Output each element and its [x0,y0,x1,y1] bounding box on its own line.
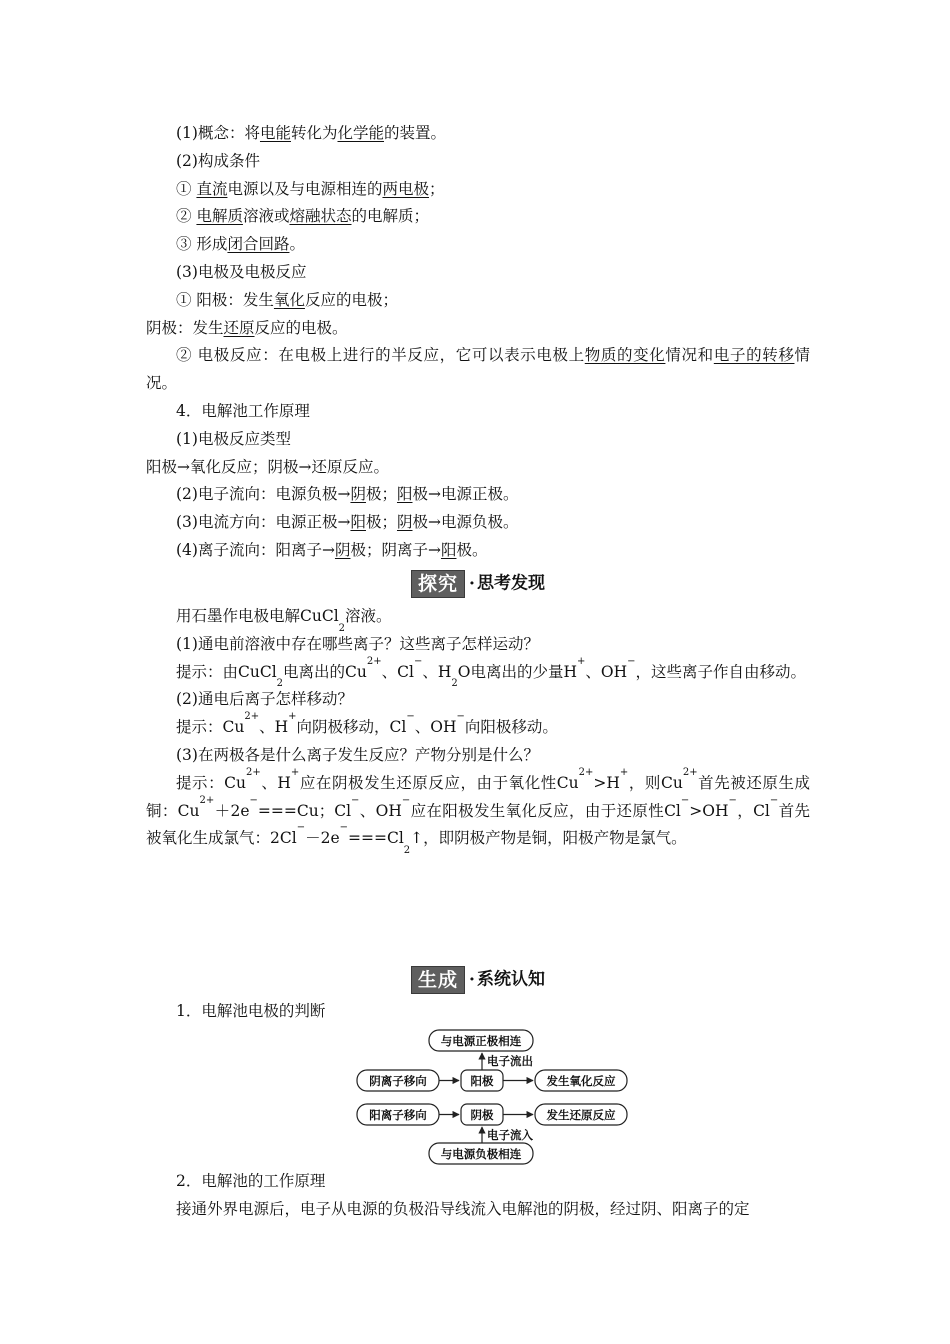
text: 、OH [359,801,402,820]
text: ① 阳极：发生 [176,290,274,309]
text: (4)离子流向：阳离子→ [176,540,335,559]
superscript: − [413,655,423,667]
oxidation-label: 发生氧化反应 [546,1074,616,1088]
text: ，Cl [736,801,770,820]
heading-explore [146,566,810,600]
section-work-principle [146,1168,810,1224]
text: 应在阴极发生还原反应，由于氧化性Cu [299,773,579,792]
superscript: 2+ [682,766,698,778]
heading-dot: · [469,573,475,594]
underlined-answer: 熔融状态 [289,207,352,226]
text: 提示：Cu [176,718,245,737]
heading-badge: 探究 [411,570,465,598]
explore-intro [146,603,810,634]
text: (1)概念：将 [176,124,260,142]
text: 、Cl [381,662,414,681]
electrode-judgment-diagram [355,1025,630,1167]
heading-text: 系统认知 [476,969,545,990]
underlined-answer: 电子的转移 [713,346,795,365]
text: O电离出的少量H [457,662,577,681]
work-text: 接通外界电源后，电子从电源的负极沿导线流入电解池的阴极，经过阴、阳离子的定 [176,1199,750,1218]
anode-line [146,287,810,315]
text: 极→电源正极。 [412,485,519,504]
superscript: − [627,655,636,667]
superscript: 2+ [578,766,594,778]
cathode-source-label: 与电源负极相连 [440,1147,522,1161]
text: >H [593,773,620,792]
superscript: + [290,766,300,778]
current-direction-line [146,509,810,537]
text: ，则Cu [628,773,683,792]
heading-badge: 生成 [411,966,465,994]
superscript: − [249,794,258,806]
text: ① [176,179,197,198]
subscript: 2 [451,678,458,690]
superscript: − [339,822,349,834]
section-explore [146,603,811,857]
underlined-answer: 氧化 [273,290,305,309]
electron-out-label: 电子流出 [487,1054,533,1068]
condition-1 [146,176,810,204]
text: 情况和 [665,346,714,365]
superscript: 2+ [199,794,215,806]
text: ② [176,207,197,226]
section-judge-title [146,998,810,1026]
superscript: − [351,794,360,806]
text: 溶液或 [242,207,290,226]
text: 应在阳极发生氧化反应，由于还原性Cl [410,801,681,820]
superscript: − [296,822,306,834]
underlined-answer: 两电极 [382,179,429,198]
text: ，这些离子作自由移动。 [635,662,807,681]
underlined-answer: 阴 [350,485,366,504]
subscript: 2 [403,845,411,857]
work-title: 2．电解池的工作原理 [176,1172,326,1190]
text: 、H [260,773,291,792]
superscript: + [577,655,586,667]
text: 用石墨作电极电解CuCl [176,607,339,625]
text: 阴极：发生 [146,318,224,337]
text: 情况。 [146,346,810,393]
question-2: (2)通电后离子怎样移动？ [176,690,353,709]
heading-dot: · [469,969,475,990]
underlined-answer: 化学能 [337,124,385,142]
superscript: 2+ [366,655,382,667]
superscript: − [401,794,411,806]
text: 极→电源负极。 [412,513,519,532]
answer-3 [146,766,811,857]
cathode-line [146,315,810,343]
superscript: − [728,794,737,806]
text: 极； [365,513,397,532]
superscript: − [769,794,779,806]
superscript: − [406,711,415,723]
text: 极； [365,485,397,504]
text: 电源以及与电源相连的 [227,179,383,198]
superscript: 2+ [244,711,260,723]
text: 的装置。 [384,124,447,142]
electron-in-label: 电子流入 [487,1128,533,1142]
underlined-answer: 物质的变化 [584,346,666,365]
text: 的电解质； [351,207,429,226]
question-1: (1)通电前溶液中存在哪些离子？这些离子怎样运动？ [176,634,539,653]
text: (3)电流方向：电源正极→ [176,513,351,532]
answer-1 [146,655,810,690]
text: 、OH [585,662,628,681]
electron-flow-line [146,481,810,509]
text: (2)电子流向：电源负极→ [176,485,351,504]
underlined-answer: 阳 [350,513,366,532]
text: 首先被还原生成铜：Cu [146,773,811,820]
section-electrolysis-basics [146,120,810,565]
electrode-title: (3)电极及电极反应 [176,262,307,281]
superscript: 2+ [246,766,261,778]
text: ③ 形成 [176,235,228,254]
text: ； [428,179,445,198]
cation-move-label: 阳离子移向 [369,1108,427,1122]
underlined-answer: 电解质 [196,207,243,226]
subscript: 2 [338,622,346,634]
underlined-answer: 还原 [223,318,255,337]
reaction-type-title: (1)电极反应类型 [176,429,291,448]
superscript: + [619,766,629,778]
principle-title: 4．电解池工作原理 [176,401,310,420]
electrode-reaction-paragraph [146,342,810,398]
heading-text: 思考发现 [476,573,545,594]
concept-line [146,120,810,148]
text: 转化为 [290,124,338,142]
text: 提示：Cu [176,773,247,792]
text: 。 [289,235,305,254]
text: ② 电极反应：在电极上进行的半反应，它可以表示电极上 [176,346,585,365]
text: ＋2e [214,801,250,820]
subscript: 2 [276,678,284,690]
anion-move-label: 阴离子移向 [369,1074,427,1088]
text: 向阳极移动。 [464,718,558,737]
judge-title: 1．电解池电极的判断 [176,1002,326,1020]
cathode-label: 阴极 [470,1108,494,1122]
text: 首先被氧化生成氯气：2Cl [146,801,810,848]
answer-2 [146,711,810,742]
text: ===Cl [348,829,404,848]
conditions-title: (2)构成条件 [176,151,260,170]
text: －2e [305,829,340,848]
condition-2 [146,203,810,231]
anode-label: 阳极 [470,1074,494,1088]
superscript: + [288,711,297,723]
superscript: − [456,711,465,723]
text: 极；阴离子→ [350,540,441,559]
text: ↑，即阴极产物是铜，阳极产物是氯气。 [410,829,687,848]
underlined-answer: 电能 [259,124,291,142]
condition-3 [146,231,810,259]
text: 、H [422,662,452,681]
text: 向阴极移动，Cl [296,718,407,737]
text: 反应的电极。 [254,318,348,337]
question-3: (3)在两极各是什么离子发生反应？产物分别是什么？ [176,745,539,764]
underlined-answer: 直流 [196,179,228,198]
text: 极。 [456,540,488,559]
underlined-answer: 闭合回路 [227,235,290,254]
ion-flow-line [146,537,810,565]
underlined-answer: 阴 [396,513,413,532]
text: 反应的电极； [304,290,398,309]
text: >OH [689,801,729,820]
anode-source-label: 与电源正极相连 [440,1034,522,1048]
underlined-answer: 阳 [440,540,457,559]
text: ===Cu；Cl [257,801,352,820]
text: 溶液。 [345,607,392,625]
text: 、OH [414,718,457,737]
reduction-label: 发生还原反应 [546,1108,616,1122]
underlined-answer: 阴 [334,540,351,559]
heading-generate [146,962,810,996]
underlined-answer: 阳 [396,485,413,504]
reaction-type-text: 阳极→氧化反应；阴极→还原反应。 [146,457,389,476]
text: 提示：由CuCl [176,662,277,681]
text: 电离出的Cu [283,662,367,681]
text: 、H [259,718,289,737]
superscript: − [680,794,690,806]
